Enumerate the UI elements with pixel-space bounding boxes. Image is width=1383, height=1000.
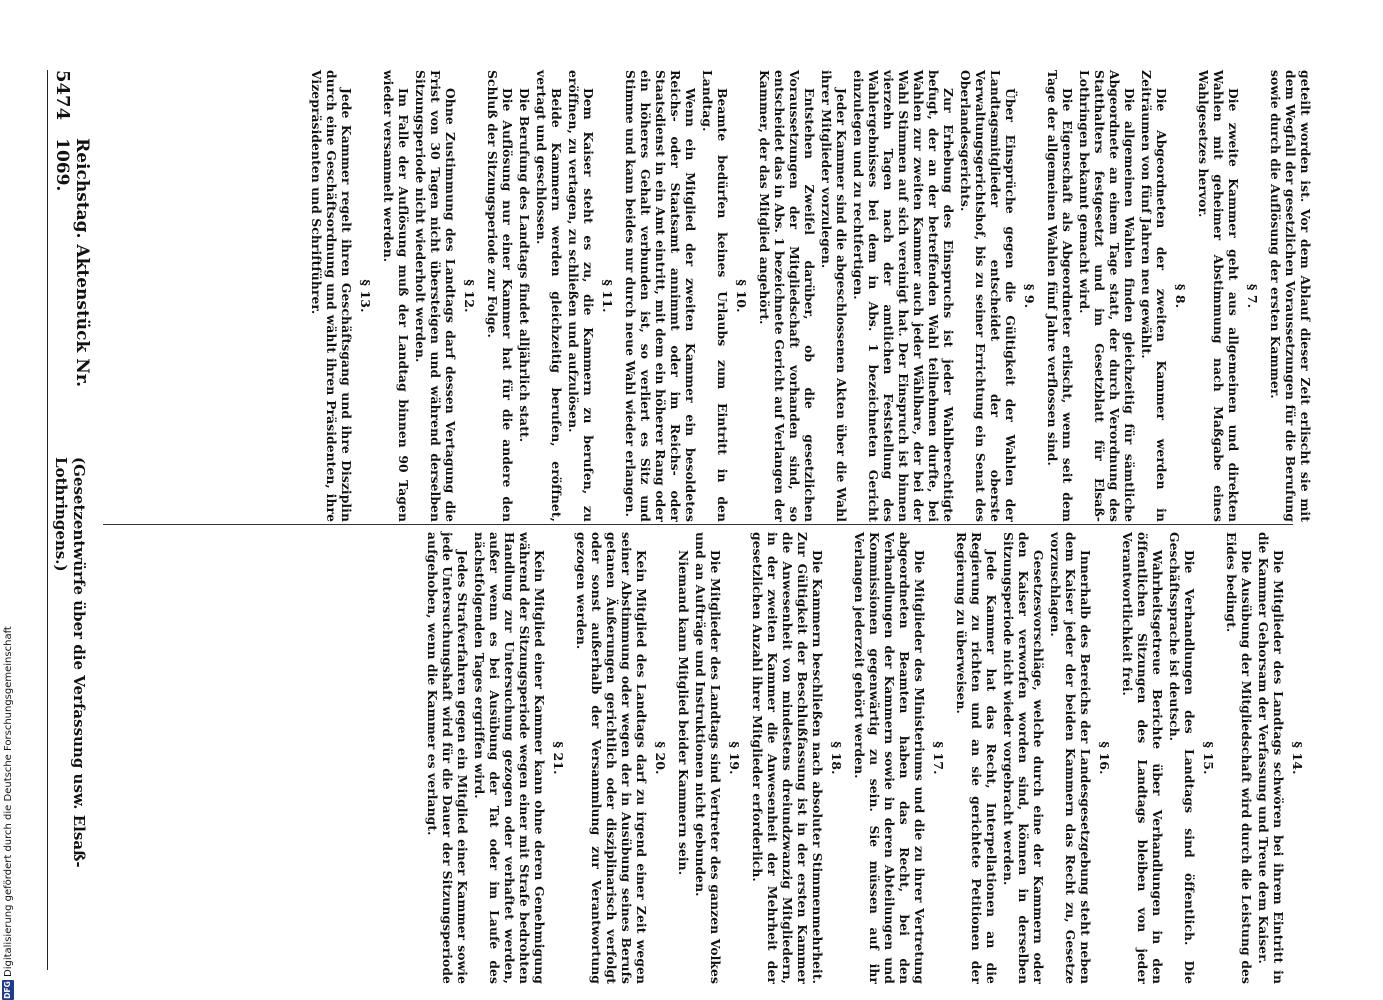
column-divider	[103, 524, 1293, 525]
paragraph: Die Mitglieder des Ministeriums und die zu ihrer Vertretung abgeordneten Beamten haben das Recht, bei den Verhandlungen der Kammern sowie in deren Abteilungen und Kommissionen gegenwärtig zu sein. Sie müssen auf ihr Verlangen jederzeit gehört werden.	[852, 532, 927, 984]
paragraph: Ohne Zustimmung des Landtags darf dessen Vertagung die Frist von 30 Tagen nicht übersteigen und während derselben Sitzungsperiode nicht wiederholt werden.	[413, 70, 458, 522]
dfg-logo-icon: DFG	[3, 981, 12, 999]
page-header	[47, 70, 92, 970]
paragraph: Gesetzesvorschläge, welche durch eine der Kammern oder den Kaiser verworfen worden sind, können in derselben Sitzungsperiode nicht wieder vorgebracht werden.	[1001, 532, 1046, 984]
section-heading: § 7.	[1245, 283, 1260, 309]
paragraph: Niemand kann Mitglied beider Kammern sein.	[676, 550, 691, 876]
paragraph: Die Ausübung der Mitgliedschaft wird durch die Leistung des Eides bedingt.	[1224, 532, 1254, 984]
section-heading: § 9.	[1022, 283, 1037, 309]
document-part-label: Reichstag. Aktenstück Nr. 1069.	[52, 138, 92, 388]
left-text-column	[88, 70, 1313, 522]
paragraph: Die zweite Kammer geht aus allgemeinen und direkten Wahlen mit geheimer Abstimmung nach Maßgabe eines Wahlgesetzes hervor.	[1196, 70, 1241, 522]
paragraph: Wenn ein Mitglied der zweiten Kammer ein besoldetes Reichs- oder Staatsamt annimmt oder im Reichs- oder Staatsdienst in ein Amt eintritt, mit dem ein höherer Rang oder ein höheres Gehalt verbunden ist, so verliert es Sitz und Stimme und kann beides nur durch neue Wahl wieder erlangen.	[623, 70, 698, 522]
section-heading: § 21.	[551, 741, 566, 775]
section-heading: § 18.	[829, 741, 844, 775]
document-subtitle: (Gesetzentwürfe über die Verfassung usw. Elsaß-Lothringens.)	[52, 457, 88, 868]
paragraph: Die Berufung des Landtags findet alljährlich statt.	[517, 88, 532, 443]
paragraph: Jedes Strafverfahren gegen ein Mitglied einer Kammer sowie jede Untersuchungshaft wird für die Dauer der Sitzungsperiode aufgehoben, wenn die Kammer es verlangt.	[425, 532, 470, 984]
paragraph: Über Einsprüche gegen die Gültigkeit der Wahlen der Landtagsmitglieder entscheidet der oberste Verwaltungsgerichtshof, bis zu seiner Errichtung ein Senat des Oberlandesgerichts.	[958, 70, 1018, 522]
paragraph: Die allgemeinen Wahlen finden gleichzeitig für sämtliche Abgeordnete an einem Tage statt, der durch Verordnung des Statthalters festgesetzt und im Gesetzblatt für Elsaß-Lothringen bekannt gemacht wird.	[1077, 70, 1137, 522]
section-heading: § 19.	[727, 741, 742, 775]
section-heading: § 17.	[931, 741, 946, 775]
section-heading: § 14.	[1290, 741, 1305, 775]
section-heading: § 10.	[734, 279, 749, 313]
paragraph: Kein Mitglied des Landtags darf zu irgend einer Zeit wegen seiner Abstimmung oder wegen der in Ausübung seines Berufs getanen Äußerungen gerichtlich oder disziplinarisch verfolgt oder sonst außerhalb der Versammlung zur Verantwortung gezogen werden.	[574, 532, 649, 984]
paragraph: Jeder Kammer sind die abgeschlossenen Akten über die Wahl ihrer Mitglieder vorzulegen.	[819, 70, 849, 522]
paragraph: Innerhalb des Bereichs der Landesgesetzgebung steht neben dem Kaiser jeder der beiden Kammern das Recht zu, Gesetze vorzuschlagen.	[1048, 532, 1093, 984]
paragraph: Jede Kammer regelt ihren Geschäftsgang und ihre Disziplin durch eine Geschäftsordnung und wählt ihren Präsidenten, ihre Vizepräsidenten und Schriftführer.	[309, 70, 354, 522]
paragraph: Im Falle der Auflösung muß der Landtag binnen 90 Tagen wieder versammelt werden.	[381, 70, 411, 522]
paragraph: Die Mitglieder des Landtags sind Vertreter des ganzen Volkes und an Aufträge und Instruktionen nicht gebunden.	[693, 532, 723, 984]
section-heading: § 13.	[358, 279, 373, 313]
paragraph: Dem Kaiser steht es zu, die Kammern zu berufen, zu eröffnen, zu vertagen, zu schließen und aufzulösen.	[566, 70, 596, 522]
section-heading: § 16.	[1097, 741, 1112, 775]
section-heading: § 11.	[600, 279, 615, 313]
right-text-column	[88, 532, 1313, 984]
paragraph: Zur Erhebung des Einspruchs ist jeder Wahlberechtigte befugt, der an der betreffenden Wahl teilnehmen durfte, bei Wahlen zur zweiten Kammer auch jeder Wählbare, der bei der Wahl Stimmen auf sich vereinigt hat. Der Einspruch ist binnen vierzehn Tagen nach der amtlichen Feststellung des Wahlergebnisses bei dem in Abs. 1 bezeichneten Gericht einzulegen und zu rechtfertigen.	[851, 70, 956, 522]
paragraph: Die Abgeordneten der zweiten Kammer werden in Zeiträumen von fünf Jahren neu gewählt.	[1139, 70, 1169, 522]
paragraph: Wahrheitsgetreue Berichte über Verhandlungen in den öffentlichen Sitzungen des Landtags bleiben von jeder Verantwortlichkeit frei.	[1120, 532, 1165, 984]
paragraph: geteilt worden ist. Vor dem Ablauf dieser Zeit erlischt sie mit dem Wegfall der gesetzlichen Voraussetzungen für die Berufung sowie durch die Auflösung der ersten Kammer.	[1268, 70, 1313, 522]
paragraph: Die Eigenschaft als Abgeordneter erlischt, wenn seit dem Tage der allgemeinen Wahlen fünf Jahre verflossen sind.	[1045, 70, 1075, 522]
paragraph: Die Kammern beschließen nach absoluter Stimmenmehrheit. Zur Gültigkeit der Beschlußfassung ist in der ersten Kammer die Anwesenheit von mindestens dreiundzwanzig Mitgliedern, in der zweiten Kammer die Anwesenheit der Mehrheit der gesetzlichen Anzahl ihrer Mitglieder erforderlich.	[750, 532, 825, 984]
section-heading: § 15.	[1201, 741, 1216, 775]
paragraph: Jede Kammer hat das Recht, Interpellationen an die Regierung zu richten und an sie gerichtete Petitionen der Regierung zu überweisen.	[954, 532, 999, 984]
paragraph: Die Mitglieder des Landtags schwören bei ihrem Eintritt in die Kammer Gehorsam der Verfassung und Treue dem Kaiser.	[1256, 532, 1286, 984]
section-heading: § 8.	[1173, 283, 1188, 309]
footer-text: Digitalisierung gefördert durch die Deutsche Forschungsgemeinschaft	[2, 626, 14, 977]
page-number: 5474	[52, 70, 73, 121]
digitization-footer	[1, 580, 15, 1000]
paragraph: Entstehen Zweifel darüber, ob die gesetzlichen Voraussetzungen der Mitgliedschaft vorhanden sind, so entscheidet das in Abs. 1 bezeichnete Gericht auf Verlangen der Kammer, der das Mitglied angehört.	[757, 70, 817, 522]
section-heading: § 20.	[653, 741, 668, 775]
section-heading: § 12.	[462, 279, 477, 313]
paragraph: Beamte bedürfen keines Urlaubs zum Eintritt in den Landtag.	[700, 70, 730, 522]
paragraph: Die Verhandlungen des Landtags sind öffentlich. Die Geschäftssprache ist deutsch.	[1167, 532, 1197, 984]
paragraph: Die Auflösung nur einer Kammer hat für die andere den Schluß der Sitzungsperiode zur Folge.	[485, 70, 515, 522]
paragraph: Beide Kammern werden gleichzeitig berufen, eröffnet, vertagt und geschlossen.	[534, 70, 564, 522]
paragraph: Kein Mitglied einer Kammer kann ohne deren Genehmigung während der Sitzungsperiode wegen einer mit Strafe bedrohten Handlung zur Untersuchung gezogen oder verhaftet werden, außer wenn es bei Ausübung der Tat oder im Laufe des nächstfolgenden Tages ergriffen wird.	[472, 532, 547, 984]
